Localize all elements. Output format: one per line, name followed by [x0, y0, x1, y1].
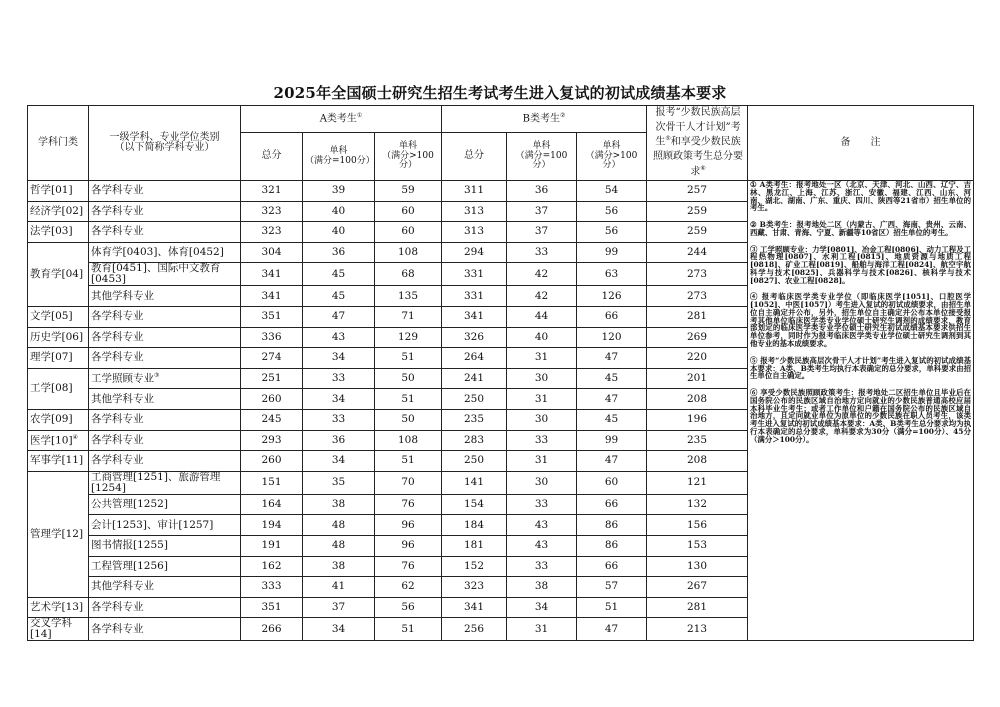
b-total-cell: 326	[442, 327, 507, 348]
b-total-cell: 181	[442, 535, 507, 556]
a-single-100-cell: 40	[303, 201, 375, 222]
header-b-total: 总分	[442, 133, 507, 181]
b-total-cell: 313	[442, 222, 507, 243]
b-total-cell: 256	[442, 618, 507, 641]
minority-total-cell: 121	[647, 471, 748, 494]
a-total-cell: 191	[241, 535, 303, 556]
field-cell: 体育学[0403]、体育[0452]	[89, 242, 241, 263]
a-single-gt100-cell: 70	[375, 471, 442, 494]
field-cell: 各学科专业	[89, 222, 241, 243]
b-single-100-cell: 43	[507, 535, 577, 556]
remark-note: ③ 工学照顾专业：力学[0801]、冶金工程[0806]、动力工程及工程热物理[0807]、水利工程[0815]、地质资源与地质工程[0818]、矿业工程[0819]、船舶与海洋工程[0824]、航空宇航科学与技术[0825]、兵器科学与技术[0826]、核科学与技术[0827]、农业工程[0828]。	[750, 244, 972, 285]
a-single-100-cell: 35	[303, 471, 375, 494]
a-total-cell: 245	[241, 409, 303, 430]
b-total-cell: 331	[442, 286, 507, 307]
a-single-100-cell: 33	[303, 368, 375, 389]
b-single-gt100-cell: 45	[577, 368, 647, 389]
b-single-gt100-cell: 99	[577, 242, 647, 263]
b-single-gt100-cell: 57	[577, 577, 647, 598]
b-total-cell: 241	[442, 368, 507, 389]
b-single-gt100-cell: 47	[577, 389, 647, 410]
b-single-100-cell: 30	[507, 409, 577, 430]
field-cell: 教育[0451]、国际中文教育[0453]	[89, 263, 241, 286]
field-cell: 各学科专业	[89, 597, 241, 618]
a-single-gt100-cell: 76	[375, 556, 442, 577]
header-a-total: 总分	[241, 133, 303, 181]
minority-total-cell: 153	[647, 535, 748, 556]
a-total-cell: 304	[241, 242, 303, 263]
discipline-cell: 哲学[01]	[28, 181, 89, 202]
field-cell: 其他学科专业	[89, 577, 241, 598]
discipline-cell: 军事学[11]	[28, 451, 89, 472]
a-single-gt100-cell: 108	[375, 242, 442, 263]
a-single-gt100-cell: 51	[375, 389, 442, 410]
b-single-gt100-cell: 86	[577, 515, 647, 536]
b-single-gt100-cell: 66	[577, 307, 647, 328]
remark-note: ④ 报考临床医学类专业学位（即临床医学[1051]、口腔医学[1052]、中医[1057]）考生进入复试的初试成绩要求，由招生单位自主确定并公布，另外，招生单位自主确定并公布本单位接受报考其他单位临床医学类专业学位硕士研究生调剂的成绩要求，教育部划定的临床医学类专业学位硕士研究生初试成绩基本要求供招生单位参考，同时作为报考临床医学类专业学位硕士研究生调剂到其他专业的基本成绩要求。	[750, 292, 972, 349]
field-cell: 图书情报[1255]	[89, 535, 241, 556]
b-single-100-cell: 33	[507, 556, 577, 577]
a-single-gt100-cell: 50	[375, 409, 442, 430]
a-single-100-cell: 38	[303, 556, 375, 577]
a-total-cell: 323	[241, 201, 303, 222]
a-single-100-cell: 34	[303, 348, 375, 369]
footnote-ref-3: ③	[154, 371, 160, 379]
a-total-cell: 351	[241, 597, 303, 618]
minority-total-cell: 281	[647, 597, 748, 618]
discipline-cell: 教育学[04]	[28, 242, 89, 306]
b-single-100-cell: 31	[507, 451, 577, 472]
a-total-cell: 194	[241, 515, 303, 536]
header-field-note: （以下简称学科专业）	[114, 142, 215, 153]
b-total-cell: 250	[442, 389, 507, 410]
minority-total-cell: 201	[647, 368, 748, 389]
a-total-cell: 341	[241, 286, 303, 307]
a-single-100-cell: 41	[303, 577, 375, 598]
b-total-cell: 141	[442, 471, 507, 494]
a-total-cell: 336	[241, 327, 303, 348]
field-cell: 各学科专业	[89, 201, 241, 222]
minority-total-cell: 213	[647, 618, 748, 641]
b-total-cell: 264	[442, 348, 507, 369]
field-cell: 会计[1253]、审计[1257]	[89, 515, 241, 536]
a-single-100-cell: 48	[303, 535, 375, 556]
minority-total-cell: 235	[647, 430, 748, 451]
a-single-gt100-cell: 68	[375, 263, 442, 286]
a-single-gt100-cell: 96	[375, 515, 442, 536]
minority-total-cell: 259	[647, 222, 748, 243]
a-single-100-cell: 45	[303, 286, 375, 307]
b-single-100-cell: 30	[507, 368, 577, 389]
discipline-cell: 文学[05]	[28, 307, 89, 328]
b-single-gt100-cell: 120	[577, 327, 647, 348]
a-single-gt100-cell: 51	[375, 348, 442, 369]
remarks-cell	[748, 181, 974, 641]
discipline-cell: 经济学[02]	[28, 201, 89, 222]
discipline-cell: 理学[07]	[28, 348, 89, 369]
header-b-single-gt100: 单科 （满分>100分）	[577, 133, 647, 181]
remark-note: ① A类考生：报考地处一区（北京、天津、河北、山西、辽宁、吉林、黑龙江、上海、江苏、浙江、安徽、福建、江西、山东、河南、湖北、湖南、广东、重庆、四川、陕西等21省市）招生单位的考生。	[750, 180, 972, 213]
a-total-cell: 260	[241, 451, 303, 472]
a-total-cell: 251	[241, 368, 303, 389]
field-cell: 各学科专业	[89, 181, 241, 202]
a-single-100-cell: 36	[303, 242, 375, 263]
minority-total-cell: 257	[647, 181, 748, 202]
header-b-single-100: 单科 （满分=100分）	[507, 133, 577, 181]
header-field	[89, 106, 241, 181]
b-total-cell: 235	[442, 409, 507, 430]
a-total-cell: 274	[241, 348, 303, 369]
minority-total-cell: 130	[647, 556, 748, 577]
footnote-ref-2: ②	[560, 112, 566, 120]
b-single-gt100-cell: 60	[577, 471, 647, 494]
page-title: 2025年全国硕士研究生招生考试考生进入复试的初试成绩基本要求	[273, 84, 727, 102]
a-single-100-cell: 34	[303, 389, 375, 410]
field-cell: 其他学科专业	[89, 286, 241, 307]
b-single-100-cell: 34	[507, 597, 577, 618]
a-single-gt100-cell: 56	[375, 597, 442, 618]
a-single-100-cell: 40	[303, 222, 375, 243]
field-cell: 各学科专业	[89, 409, 241, 430]
field-cell: 各学科专业	[89, 618, 241, 641]
b-single-100-cell: 37	[507, 201, 577, 222]
a-single-100-cell: 43	[303, 327, 375, 348]
b-total-cell: 341	[442, 597, 507, 618]
b-single-100-cell: 31	[507, 348, 577, 369]
a-single-100-cell: 33	[303, 409, 375, 430]
b-single-100-cell: 36	[507, 181, 577, 202]
discipline-cell: 工学[08]	[28, 368, 89, 409]
discipline-cell: 艺术学[13]	[28, 597, 89, 618]
discipline-cell: 农学[09]	[28, 409, 89, 430]
b-total-cell: 184	[442, 515, 507, 536]
discipline-cell: 医学[10]④	[28, 430, 89, 451]
a-single-gt100-cell: 135	[375, 286, 442, 307]
b-single-gt100-cell: 54	[577, 181, 647, 202]
a-single-gt100-cell: 51	[375, 618, 442, 641]
a-single-gt100-cell: 51	[375, 451, 442, 472]
b-single-gt100-cell: 47	[577, 451, 647, 472]
b-single-100-cell: 42	[507, 286, 577, 307]
a-total-cell: 162	[241, 556, 303, 577]
b-single-100-cell: 33	[507, 494, 577, 515]
a-single-gt100-cell: 60	[375, 222, 442, 243]
b-single-100-cell: 31	[507, 618, 577, 641]
b-total-cell: 250	[442, 451, 507, 472]
a-single-100-cell: 47	[303, 307, 375, 328]
a-single-100-cell: 36	[303, 430, 375, 451]
b-single-gt100-cell: 66	[577, 556, 647, 577]
a-total-cell: 164	[241, 494, 303, 515]
a-total-cell: 321	[241, 181, 303, 202]
footnote-ref-4: ④	[72, 433, 78, 441]
a-total-cell: 323	[241, 222, 303, 243]
header-group-a: A类考生①	[241, 106, 442, 133]
b-total-cell: 294	[442, 242, 507, 263]
a-single-gt100-cell: 59	[375, 181, 442, 202]
header-minority: 报考“少数民族高层次骨干人才计划”考生⑤和享受少数民族照顾政策考生总分要求⑥	[647, 106, 748, 181]
field-cell: 各学科专业	[89, 430, 241, 451]
b-single-100-cell: 33	[507, 242, 577, 263]
a-single-100-cell: 45	[303, 263, 375, 286]
a-single-gt100-cell: 129	[375, 327, 442, 348]
b-single-gt100-cell: 56	[577, 201, 647, 222]
b-total-cell: 311	[442, 181, 507, 202]
field-cell: 工学照顾专业③	[89, 368, 241, 389]
discipline-cell: 管理学[12]	[28, 471, 89, 597]
b-single-100-cell: 30	[507, 471, 577, 494]
minority-total-cell: 273	[647, 286, 748, 307]
header-a-single-gt100: 单科 （满分>100分）	[375, 133, 442, 181]
remark-note: ⑥ 享受少数民族照顾政策考生：报考地处二区招生单位且毕业后在国务院公布的民族区域自治地方定向就业的少数民族普通高校应届本科毕业生考生；或者工作单位和户籍在国务院公布的民族区域自治地方，且定向就业单位为原单位的少数民族在职人员考生，该类考生进入复试的初试成绩基本要求：A类、B类考生总分要求均为执行本表确定的总分要求，单科要求为30分（满分=100分）、45分（满分＞100分）。	[750, 388, 972, 444]
minority-total-cell: 196	[647, 409, 748, 430]
minority-total-cell: 132	[647, 494, 748, 515]
b-single-gt100-cell: 63	[577, 263, 647, 286]
table-row	[28, 181, 974, 202]
b-single-gt100-cell: 99	[577, 430, 647, 451]
b-single-100-cell: 40	[507, 327, 577, 348]
header-field-label: 一级学科、专业学位类别	[109, 131, 220, 143]
a-total-cell: 293	[241, 430, 303, 451]
b-single-gt100-cell: 45	[577, 409, 647, 430]
a-single-gt100-cell: 76	[375, 494, 442, 515]
a-single-100-cell: 34	[303, 618, 375, 641]
b-total-cell: 283	[442, 430, 507, 451]
b-total-cell: 313	[442, 201, 507, 222]
minority-total-cell: 273	[647, 263, 748, 286]
a-single-100-cell: 38	[303, 494, 375, 515]
b-single-100-cell: 44	[507, 307, 577, 328]
b-single-100-cell: 33	[507, 430, 577, 451]
a-single-gt100-cell: 96	[375, 535, 442, 556]
b-single-gt100-cell: 51	[577, 597, 647, 618]
field-cell: 各学科专业	[89, 327, 241, 348]
discipline-cell: 历史学[06]	[28, 327, 89, 348]
discipline-cell: 法学[03]	[28, 222, 89, 243]
b-single-gt100-cell: 86	[577, 535, 647, 556]
footnote-ref-1: ①	[356, 112, 363, 120]
a-total-cell: 260	[241, 389, 303, 410]
a-single-100-cell: 37	[303, 597, 375, 618]
minority-total-cell: 269	[647, 327, 748, 348]
b-single-gt100-cell: 47	[577, 618, 647, 641]
field-cell: 工商管理[1251]、旅游管理[1254]	[89, 471, 241, 494]
a-single-gt100-cell: 62	[375, 577, 442, 598]
b-single-gt100-cell: 66	[577, 494, 647, 515]
b-total-cell: 152	[442, 556, 507, 577]
header-discipline: 学科门类	[28, 106, 89, 181]
field-cell: 各学科专业	[89, 348, 241, 369]
field-cell: 公共管理[1252]	[89, 494, 241, 515]
a-total-cell: 266	[241, 618, 303, 641]
a-total-cell: 151	[241, 471, 303, 494]
b-single-100-cell: 42	[507, 263, 577, 286]
score-table	[27, 105, 974, 641]
a-single-100-cell: 34	[303, 451, 375, 472]
header-remarks: 备 注	[748, 106, 974, 181]
remark-note: ② B类考生：报考地处二区（内蒙古、广西、海南、贵州、云南、西藏、甘肃、青海、宁夏、新疆等10省区）招生单位的考生。	[750, 220, 972, 237]
b-total-cell: 331	[442, 263, 507, 286]
remark-note: ⑤ 报考“少数民族高层次骨干人才计划”考生进入复试的初试成绩基本要求：A类、B类考生均执行本表确定的总分要求，单科要求由招生单位自主确定。	[750, 355, 972, 381]
b-total-cell: 323	[442, 577, 507, 598]
table-body	[28, 181, 974, 641]
b-single-100-cell: 38	[507, 577, 577, 598]
b-single-100-cell: 43	[507, 515, 577, 536]
minority-total-cell: 267	[647, 577, 748, 598]
minority-total-cell: 259	[647, 201, 748, 222]
field-cell: 各学科专业	[89, 451, 241, 472]
a-total-cell: 351	[241, 307, 303, 328]
a-single-gt100-cell: 108	[375, 430, 442, 451]
minority-total-cell: 208	[647, 389, 748, 410]
field-cell: 各学科专业	[89, 307, 241, 328]
minority-total-cell: 156	[647, 515, 748, 536]
a-single-100-cell: 39	[303, 181, 375, 202]
minority-total-cell: 208	[647, 451, 748, 472]
minority-total-cell: 220	[647, 348, 748, 369]
a-total-cell: 333	[241, 577, 303, 598]
a-single-gt100-cell: 60	[375, 201, 442, 222]
header-group-b: B类考生②	[442, 106, 647, 133]
minority-total-cell: 281	[647, 307, 748, 328]
a-single-gt100-cell: 50	[375, 368, 442, 389]
header-a-single-100: 单科 （满分=100分）	[303, 133, 375, 181]
discipline-cell: 交叉学科[14]	[28, 618, 89, 641]
b-single-100-cell: 31	[507, 389, 577, 410]
b-single-gt100-cell: 47	[577, 348, 647, 369]
field-cell: 工程管理[1256]	[89, 556, 241, 577]
b-single-gt100-cell: 56	[577, 222, 647, 243]
a-total-cell: 341	[241, 263, 303, 286]
b-single-100-cell: 37	[507, 222, 577, 243]
minority-total-cell: 244	[647, 242, 748, 263]
b-single-gt100-cell: 126	[577, 286, 647, 307]
b-total-cell: 341	[442, 307, 507, 328]
b-total-cell: 154	[442, 494, 507, 515]
a-single-gt100-cell: 71	[375, 307, 442, 328]
a-single-100-cell: 48	[303, 515, 375, 536]
field-cell: 其他学科专业	[89, 389, 241, 410]
